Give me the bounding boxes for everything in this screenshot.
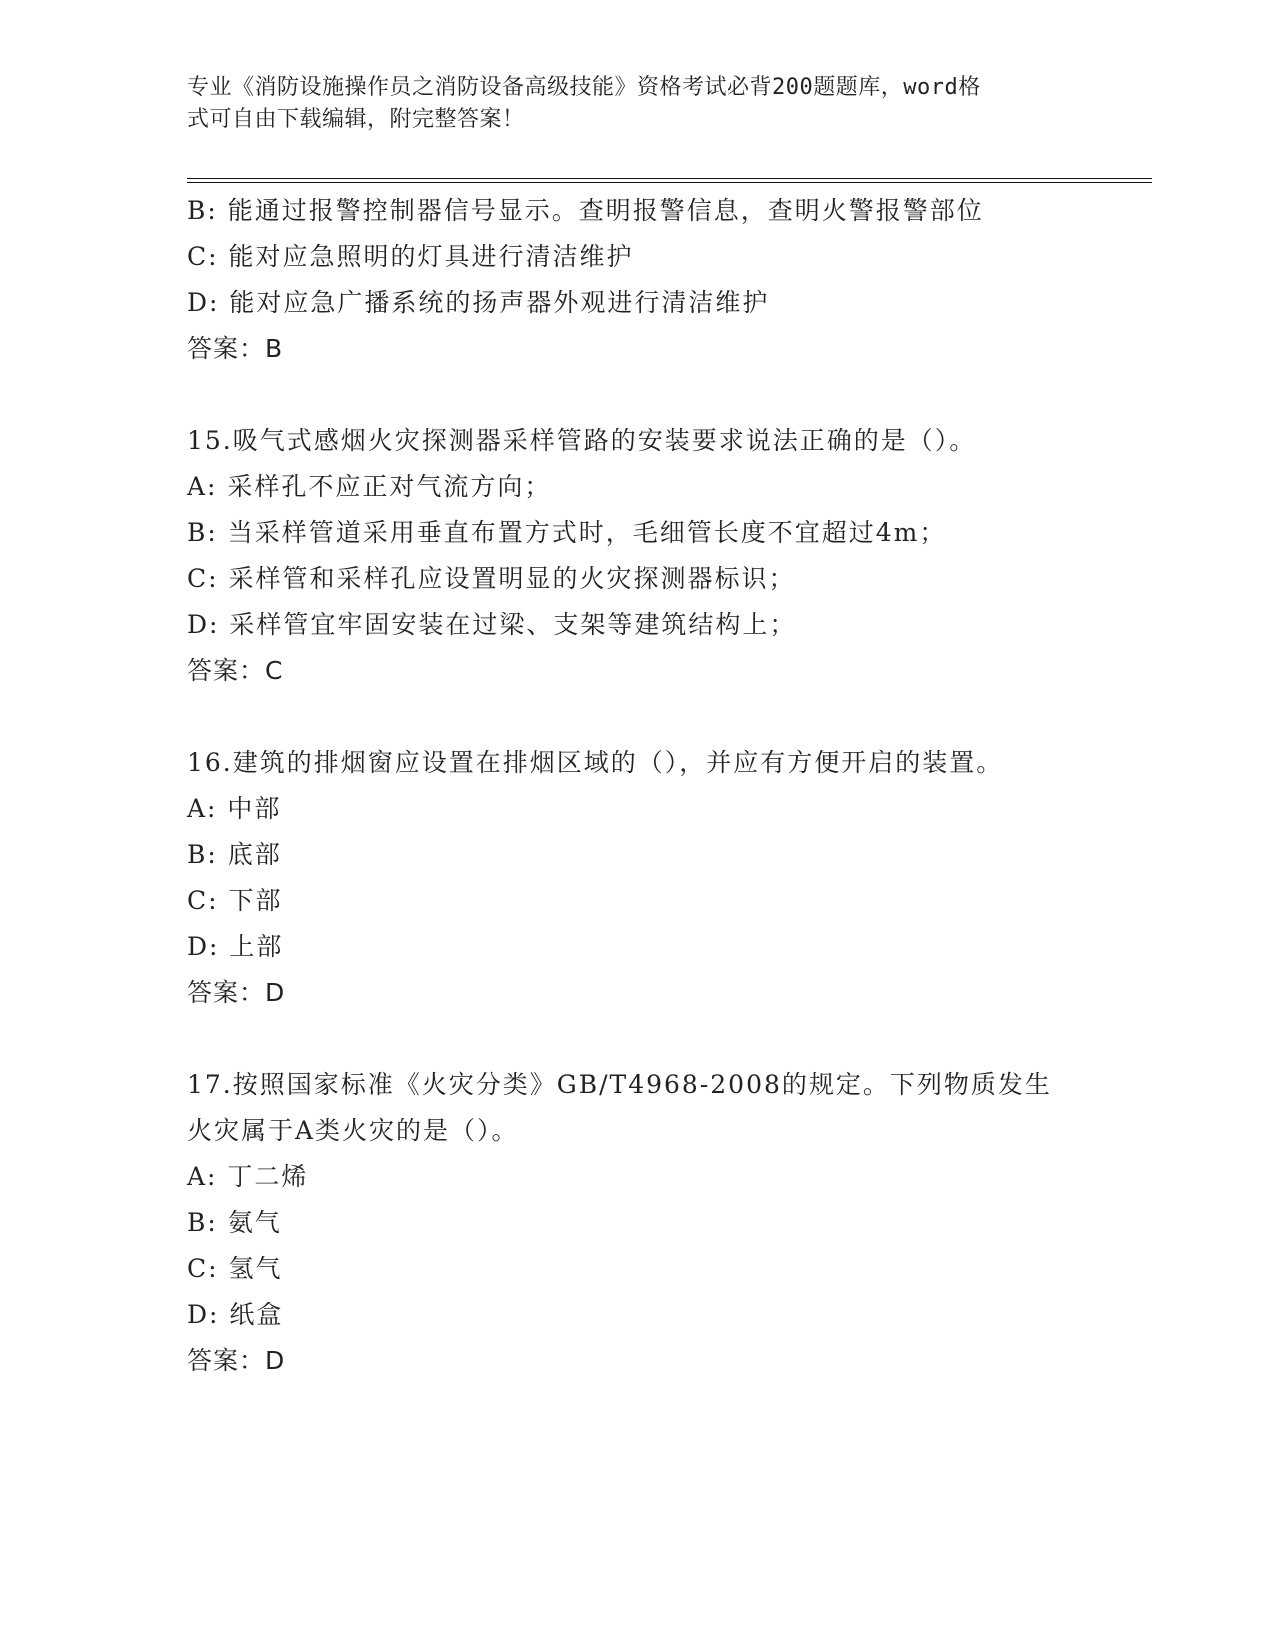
q16-answer: 答案：D xyxy=(187,978,286,1007)
q16-option-a: A: 中部 xyxy=(187,794,282,823)
question-list xyxy=(187,188,1087,1384)
question-17 xyxy=(187,1062,1087,1384)
q15-option-b: B: 当采样管道采用垂直布置方式时，毛细管长度不宜超过4m； xyxy=(187,518,947,547)
q14-option-b: B: 能通过报警控制器信号显示。查明报警信息，查明火警报警部位 xyxy=(187,196,984,225)
header-rule-top xyxy=(187,178,1152,179)
q14-answer: 答案：B xyxy=(187,334,284,363)
header-line-2: 式可自由下载编辑，附完整答案！ xyxy=(187,107,525,132)
q17-option-c: C: 氢气 xyxy=(187,1254,283,1283)
q17-answer: 答案：D xyxy=(187,1346,286,1375)
q16-question: 16.建筑的排烟窗应设置在排烟区域的（），并应有方便开启的装置。 xyxy=(187,748,1004,777)
q16-option-b: B: 底部 xyxy=(187,840,282,869)
q17-question-line-2: 火灾属于A类火灾的是（）。 xyxy=(187,1116,519,1145)
q15-answer: 答案：C xyxy=(187,656,284,685)
q16-option-c: C: 下部 xyxy=(187,886,283,915)
header-line-1: 专业《消防设施操作员之消防设备高级技能》资格考试必背200题题库，word格 xyxy=(187,75,981,100)
q17-question-line-1: 17.按照国家标准《火灾分类》GB/T4968-2008的规定。下列物质发生 xyxy=(187,1070,1052,1099)
question-15 xyxy=(187,418,1087,694)
q16-option-d: D: 上部 xyxy=(187,932,284,961)
spacer xyxy=(187,1016,1087,1062)
q17-option-d: D: 纸盒 xyxy=(187,1300,284,1329)
q17-option-b: B: 氨气 xyxy=(187,1208,282,1237)
spacer xyxy=(187,372,1087,418)
question-16 xyxy=(187,740,1087,1016)
q15-option-c: C: 采样管和采样孔应设置明显的火灾探测器标识； xyxy=(187,564,796,593)
q14-option-d: D: 能对应急广播系统的扬声器外观进行清洁维护 xyxy=(187,288,770,317)
spacer xyxy=(187,694,1087,740)
q17-option-a: A: 丁二烯 xyxy=(187,1162,309,1191)
header-rule-bottom xyxy=(187,182,1152,183)
q15-option-a: A: 采样孔不应正对气流方向； xyxy=(187,472,552,501)
q15-option-d: D: 采样管宜牢固安装在过梁、支架等建筑结构上； xyxy=(187,610,797,639)
question-14-continued xyxy=(187,188,1087,372)
q15-question: 15.吸气式感烟火灾探测器采样管路的安装要求说法正确的是（）。 xyxy=(187,426,977,455)
document-header xyxy=(187,72,1067,136)
q14-option-c: C: 能对应急照明的灯具进行清洁维护 xyxy=(187,242,634,271)
